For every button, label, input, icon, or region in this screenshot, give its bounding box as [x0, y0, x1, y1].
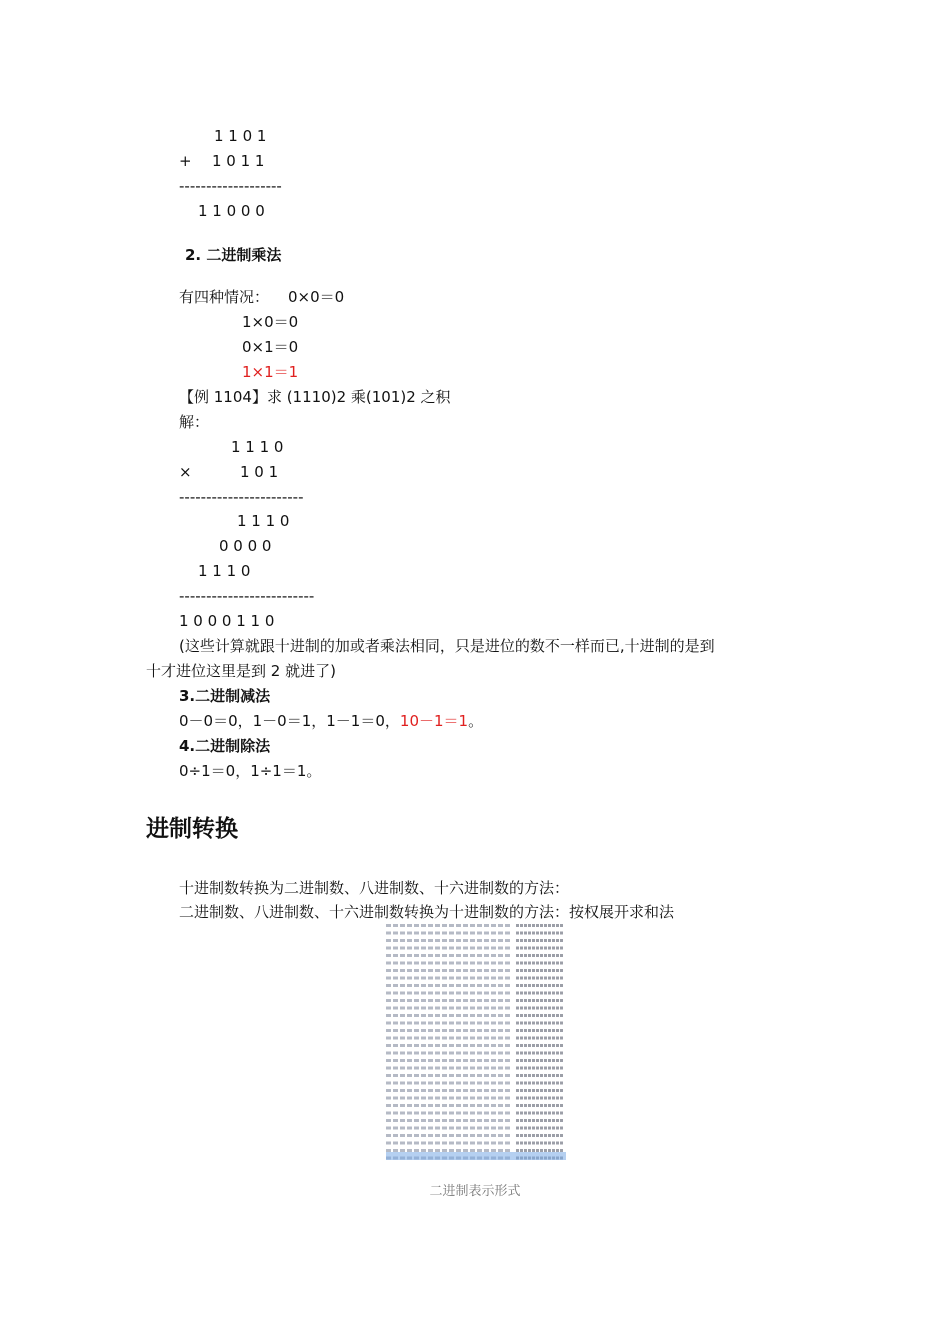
product-result: 1 0 0 0 1 1 0: [179, 612, 275, 630]
example-statement: 【例 1104】求 (1110)2 乘(101)2 之积: [179, 388, 451, 406]
division-heading: 4.二进制除法: [179, 737, 271, 755]
case-2: 1×0＝0: [242, 313, 299, 331]
solution-label: 解：: [179, 413, 210, 431]
conversion-line-1: 十进制数转换为二进制数、八进制数、十六进制数的方法：: [179, 879, 570, 897]
subtraction-text: 0－0＝0，1－0＝1，1－1＝0，: [179, 712, 400, 730]
sum-result: 1 1 0 0 0: [198, 202, 265, 220]
partial-product-3: 1 1 1 0: [198, 562, 251, 580]
multiplication-heading: 2. 二进制乘法: [185, 246, 282, 264]
note-line-1: (这些计算就跟十进制的加或者乘法相同，只是进位的数不一样而已,十进制的是到: [179, 637, 715, 655]
conversion-heading: 进制转换: [146, 816, 238, 842]
case-3: 0×1＝0: [242, 338, 299, 356]
partial-product-2: 0 0 0 0: [219, 537, 272, 555]
subtraction-rules: [179, 711, 483, 731]
note-line-2: 十才进位这里是到 2 就进了): [146, 662, 336, 680]
subtraction-end: 。: [468, 712, 484, 730]
division-rules: 0÷1＝0，1÷1＝1。: [179, 762, 322, 780]
image-caption: 二进制表示形式: [429, 1184, 521, 1199]
selected-row-highlight: [386, 1152, 566, 1160]
subtraction-borrow: 10－1＝1: [399, 712, 469, 730]
product-rule-2: -------------------------: [179, 587, 315, 605]
conversion-line-2: 二进制数、八进制数、十六进制数转换为十进制数的方法：按权展开求和法: [179, 903, 675, 921]
cases-intro: 有四种情况：: [179, 288, 270, 306]
multiplier: 1 0 1: [240, 463, 279, 481]
case-1: 0×0＝0: [288, 288, 345, 306]
plus-sign: +: [179, 152, 192, 170]
case-4: 1×1＝1: [242, 363, 299, 381]
ascii-column: [516, 924, 564, 1160]
addend-2: 1 0 1 1: [212, 152, 265, 170]
multiplicand: 1 1 1 0: [231, 438, 284, 456]
addend-1: 1 1 0 1: [214, 127, 267, 145]
hex-bytes-column: [386, 924, 512, 1160]
times-sign: ×: [179, 463, 192, 481]
product-rule-1: -----------------------: [179, 488, 304, 506]
partial-product-1: 1 1 1 0: [237, 512, 290, 530]
hex-dump-image: [386, 924, 566, 1160]
sum-rule: -------------------: [179, 177, 282, 195]
subtraction-heading: 3.二进制减法: [179, 687, 271, 705]
